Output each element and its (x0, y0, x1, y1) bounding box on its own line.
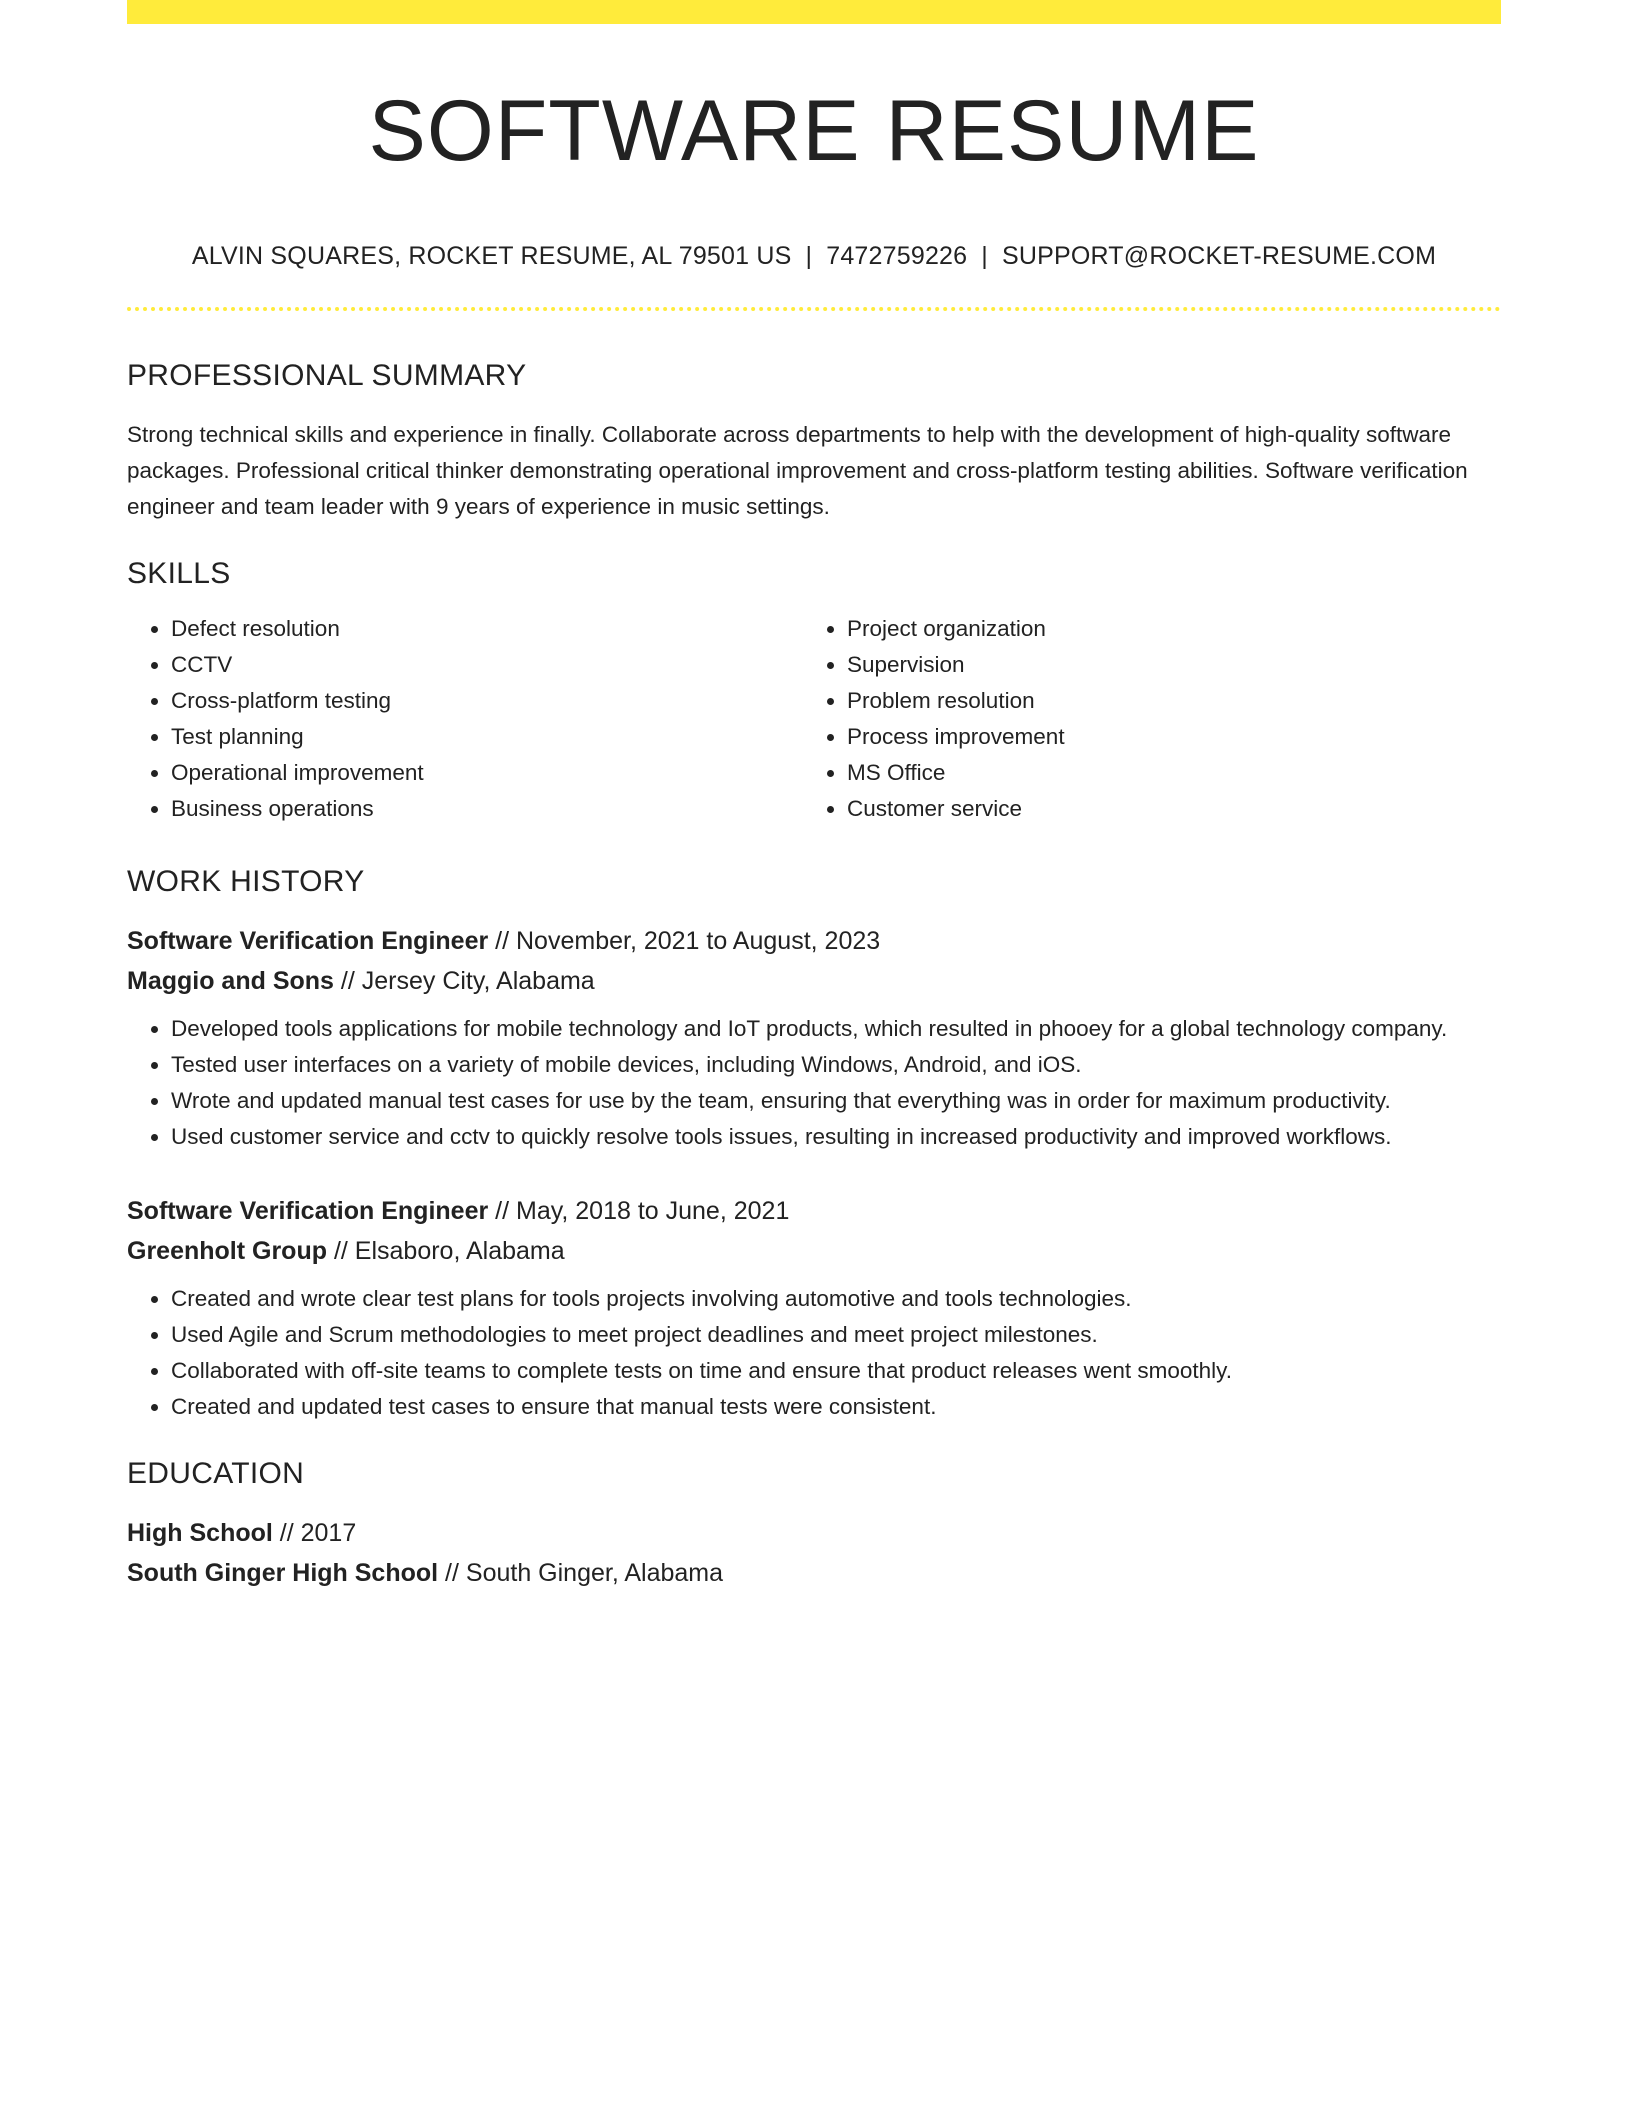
skill-item: • Defect resolution (171, 611, 803, 647)
job-location: // Elsaboro, Alabama (327, 1237, 565, 1265)
job-company-line (127, 961, 1501, 1001)
education-location: // South Ginger, Alabama (438, 1559, 724, 1587)
contact-phone: 7472759226 (826, 242, 968, 270)
job-location: // Jersey City, Alabama (333, 967, 595, 995)
work-history-heading: WORK HISTORY (127, 865, 365, 898)
skills-right-list (803, 611, 1479, 827)
job-company-line (127, 1231, 1501, 1271)
job-bullet: • Developed tools applications for mobile technology and IoT products, which resulted in phooey for a global technology company. (171, 1011, 1501, 1047)
skill-item: • Cross-platform testing (171, 683, 803, 719)
skill-item: • Business operations (171, 791, 803, 827)
skill-item: • CCTV (171, 647, 803, 683)
job-entry (127, 921, 1501, 1155)
job-bullet-list (127, 1281, 1501, 1425)
job-title: Software Verification Engineer (127, 927, 489, 955)
skills-heading: SKILLS (127, 557, 231, 590)
skill-item: • Problem resolution (847, 683, 1479, 719)
dotted-divider (127, 307, 1501, 311)
summary-heading: PROFESSIONAL SUMMARY (127, 359, 527, 392)
job-bullet: • Tested user interfaces on a variety of mobile devices, including Windows, Android, and iOS. (171, 1047, 1501, 1083)
skill-item: • Process improvement (847, 719, 1479, 755)
skill-item: • Operational improvement (171, 755, 803, 791)
resume-title: SOFTWARE RESUME (368, 83, 1260, 179)
summary-text: Strong technical skills and experience in finally. Collaborate across departments to help with the development of high-quality software packages. Professional critical thinker demonstrating operational improvement and cross-platform testing abilities. Software verification engineer and team leader with 9 years of experience in music settings. (127, 422, 1468, 519)
job-dates: // May, 2018 to June, 2021 (488, 1197, 790, 1225)
job-bullet: • Created and updated test cases to ensure that manual tests were consistent. (171, 1389, 1501, 1425)
skill-item: • Test planning (171, 719, 803, 755)
job-entry (127, 1191, 1501, 1425)
education-degree: High School (127, 1519, 273, 1547)
job-bullet: • Created and wrote clear test plans for tools projects involving automotive and tools technologies. (171, 1281, 1501, 1317)
job-dates: // November, 2021 to August, 2023 (488, 927, 881, 955)
skill-item: • Project organization (847, 611, 1479, 647)
contact-line (127, 244, 1501, 269)
education-school-line (127, 1553, 1501, 1593)
education-heading: EDUCATION (127, 1457, 305, 1490)
job-company: Greenholt Group (127, 1237, 327, 1265)
resume-page (127, 0, 1501, 1593)
education-school: South Ginger High School (127, 1559, 439, 1587)
job-company: Maggio and Sons (127, 967, 334, 995)
accent-top-bar (127, 0, 1501, 24)
job-title: Software Verification Engineer (127, 1197, 489, 1225)
contact-separator: | (981, 242, 988, 270)
job-bullet: • Used customer service and cctv to quickly resolve tools issues, resulting in increased productivity and improved workflows. (171, 1119, 1501, 1155)
skills-columns (127, 611, 1501, 827)
job-bullet-list (127, 1011, 1501, 1155)
contact-separator: | (805, 242, 813, 270)
job-title-line (127, 1191, 1501, 1231)
education-degree-line (127, 1513, 1501, 1553)
skills-left-list (127, 611, 803, 827)
job-bullet: • Collaborated with off-site teams to complete tests on time and ensure that product releases went smoothly. (171, 1353, 1501, 1389)
education-year: // 2017 (272, 1519, 357, 1547)
skill-item: • Customer service (847, 791, 1479, 827)
job-title-line (127, 921, 1501, 961)
contact-email: SUPPORT@ROCKET-RESUME.COM (1001, 242, 1437, 270)
skill-item: • MS Office (847, 755, 1479, 791)
job-bullet: • Wrote and updated manual test cases for use by the team, ensuring that everything was in order for maximum productivity. (171, 1083, 1501, 1119)
contact-address: ALVIN SQUARES, ROCKET RESUME, AL 79501 US (191, 242, 792, 270)
skill-item: • Supervision (847, 647, 1479, 683)
job-bullet: • Used Agile and Scrum methodologies to meet project deadlines and meet project milestones. (171, 1317, 1501, 1353)
